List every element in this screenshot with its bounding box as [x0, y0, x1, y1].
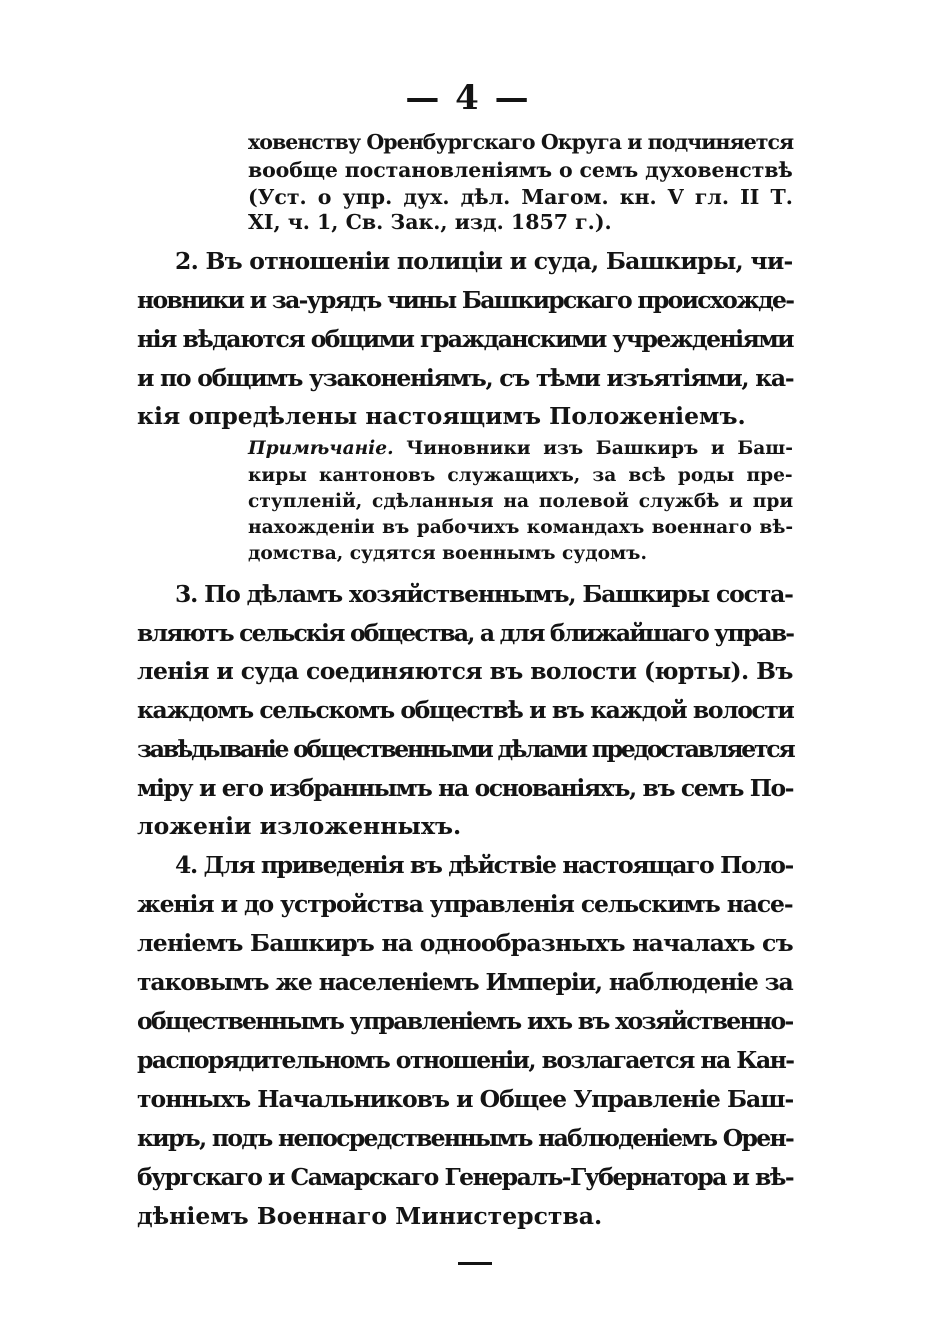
item-2-line: 2. Въ отношеніи полиціи и суда, Башкиры, чи- — [175, 247, 793, 275]
item-2-line: и по общимъ узаконеніямъ, съ тѣми изъятіями, ка- — [137, 364, 794, 392]
item-4-line: 4. Для приведенія въ дѣйствіе настоящаго Поло- — [175, 851, 793, 879]
item-4-line: женія и до устройства управленія сельскимъ насе- — [137, 890, 793, 918]
item-3-line: ленія и суда соединяются въ волости (юрты). Въ — [137, 657, 793, 685]
item-3-line: 3. По дѣламъ хозяйственнымъ, Башкиры соста- — [175, 580, 793, 608]
item-2-line: новники и за-урядъ чины Башкирскаго происхожде- — [137, 286, 794, 314]
item-4-line: киръ, подъ непосредственнымъ наблюденіемъ Орен- — [137, 1124, 793, 1152]
end-rule — [458, 1262, 492, 1265]
item-3-line: каждомъ сельскомъ обществѣ и въ каждой волости — [137, 696, 794, 724]
item-4-line: леніемъ Башкиръ на однообразныхъ началахъ съ — [137, 929, 793, 957]
note-first-line-text: Чиновники изъ Башкиръ и Баш- — [393, 438, 793, 459]
item-4-line: бургскаго и Самарскаго Генералъ-Губернатора и вѣ- — [137, 1163, 794, 1191]
note-line: нахожденіи въ рабочихъ командахъ военнаго вѣ- — [248, 517, 794, 538]
page-number: — 4 — — [405, 78, 531, 118]
item-4-line: тонныхъ Начальниковъ и Общее Управленіе Баш- — [137, 1085, 794, 1113]
continuation-line: (Уст. о упр. дух. дѣл. Магом. кн. V гл. II Т. — [248, 185, 793, 209]
continuation-line: ховенству Оренбургскаго Округа и подчиняется — [248, 130, 794, 154]
item-4-line: дѣніемъ Военнаго Министерства. — [137, 1202, 603, 1230]
item-3-line: завѣдываніе общественными дѣлами предоставляется — [137, 735, 794, 763]
note-line: домства, судятся военнымъ судомъ. — [248, 543, 647, 564]
item-4-line: таковымъ же населеніемъ Имперіи, наблюденіе за — [137, 968, 793, 996]
note-line: киры кантоновъ служащихъ, за всѣ роды пре- — [248, 465, 793, 486]
item-2-line: нія вѣдаются общими гражданскими учрежденіями — [137, 325, 794, 353]
note-line: ступленій, сдѣланныя на полевой службѣ и при — [248, 491, 794, 512]
item-3-line: ложеніи изложенныхъ. — [137, 812, 462, 840]
continuation-line: вообще постановленіямъ о семъ духовенствѣ — [248, 158, 793, 182]
note-title: Примѣчаніе. — [248, 438, 394, 459]
continuation-line: XI, ч. 1, Св. Зак., изд. 1857 г.). — [248, 210, 612, 234]
note-first-line — [248, 437, 793, 461]
item-2-line: кія опредѣлены настоящимъ Положеніемъ. — [137, 402, 746, 430]
item-4-line: распорядительномъ отношеніи, возлагается на Кан- — [137, 1046, 794, 1074]
item-4-line: общественнымъ управленіемъ ихъ въ хозяйственно- — [137, 1007, 793, 1035]
item-3-line: міру и его избраннымъ на основаніяхъ, въ семъ По- — [137, 774, 794, 802]
item-3-line: вляютъ сельскія общества, а для ближайшаго управ- — [137, 619, 794, 647]
